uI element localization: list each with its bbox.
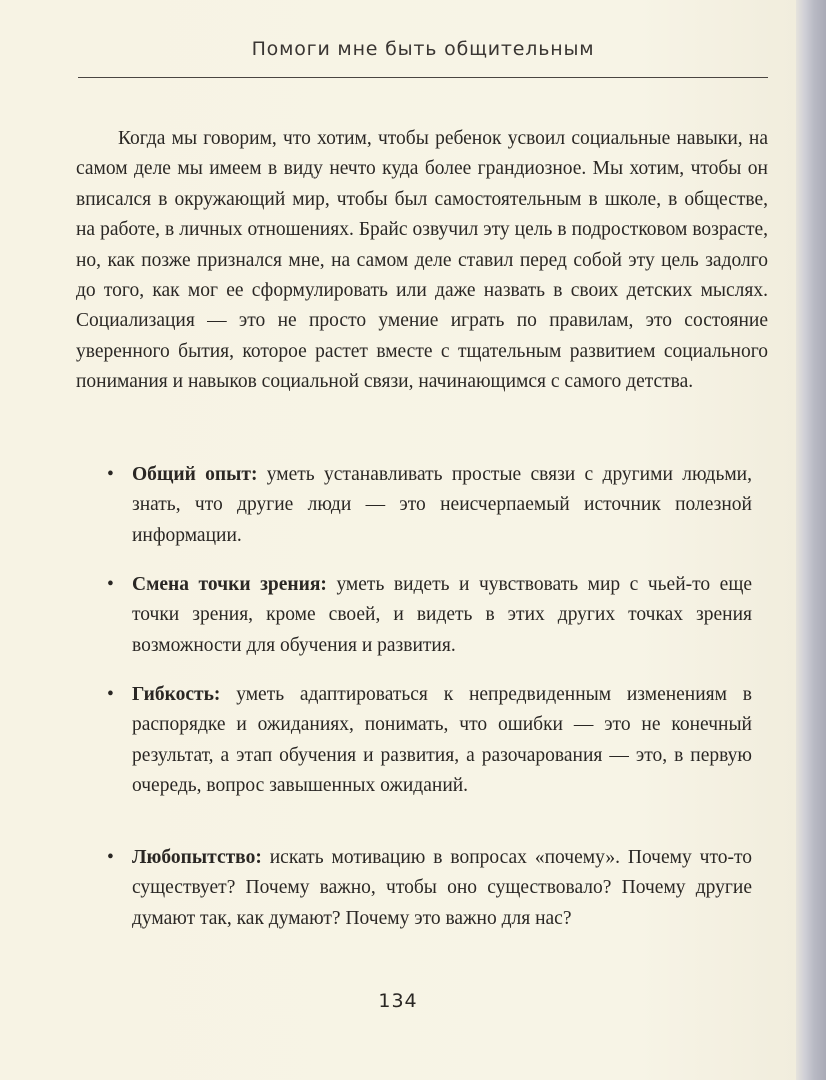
bullet-term: Смена точки зрения:	[132, 574, 327, 595]
page-edge-shadow	[796, 0, 826, 1080]
bullet-term: Любопытство:	[132, 847, 262, 868]
bullet-item-shared-experience	[107, 460, 752, 551]
running-head-title: Помоги мне быть общительным	[251, 38, 595, 60]
bullet-text: уметь видеть и чувствовать мир с чьей-то еще точки зрения, кроме своей, и видеть в этих других точках зрения возможности для обучения и развития.	[132, 574, 752, 656]
bullet-item-flexibility	[107, 680, 752, 802]
bullet-term: Гибкость:	[132, 684, 221, 705]
body-paragraph: Когда мы говорим, что хотим, чтобы ребенок усвоил социальные навыки, на самом деле мы имеем в виду нечто куда более грандиозное. Мы хотим, чтобы он вписался в окружающий мир, чтобы был самостоятельным в школе, в обществе, на работе, в личных отношениях. Брайс озвучил эту цель в подростковом возрасте, но, как позже признался мне, на самом деле ставил перед собой эту цель задолго до того, как мог ее сформулировать или даже назвать в своих детских мыслях. Социализация — это не просто умение играть по правилам, это состояние уверенного бытия, которое растет вместе с тщательным развитием социального понимания и навыков социальной связи, начинающимся с самого детства.	[76, 128, 768, 393]
bullet-item-perspective-shift	[107, 570, 752, 661]
bullet-dot: •	[107, 464, 114, 485]
bullet-text: уметь адаптироваться к непредвиденным изменениям в распорядке и ожиданиях, понимать, что ошибки — это не конечный результат, а этап обучения и развития, а разочарования — это, в первую очередь, вопрос завышенных ожиданий.	[132, 684, 752, 797]
bullet-dot: •	[107, 847, 114, 868]
header-rule	[78, 77, 768, 78]
bullet-text: искать мотивацию в вопросах «почему». Почему что-то существует? Почему важно, чтобы оно существовало? Почему другие думают так, как думают? Почему это важно для нас?	[132, 847, 752, 929]
bullet-dot: •	[107, 574, 114, 595]
bullet-dot: •	[107, 684, 114, 705]
page-number: 134	[378, 990, 418, 1012]
bullet-text: уметь устанавливать простые связи с другими людьми, знать, что другие люди — это неисчерпаемый источник полезной информации.	[132, 464, 752, 546]
bullet-term: Общий опыт:	[132, 464, 258, 485]
bullet-item-curiosity	[107, 843, 752, 934]
